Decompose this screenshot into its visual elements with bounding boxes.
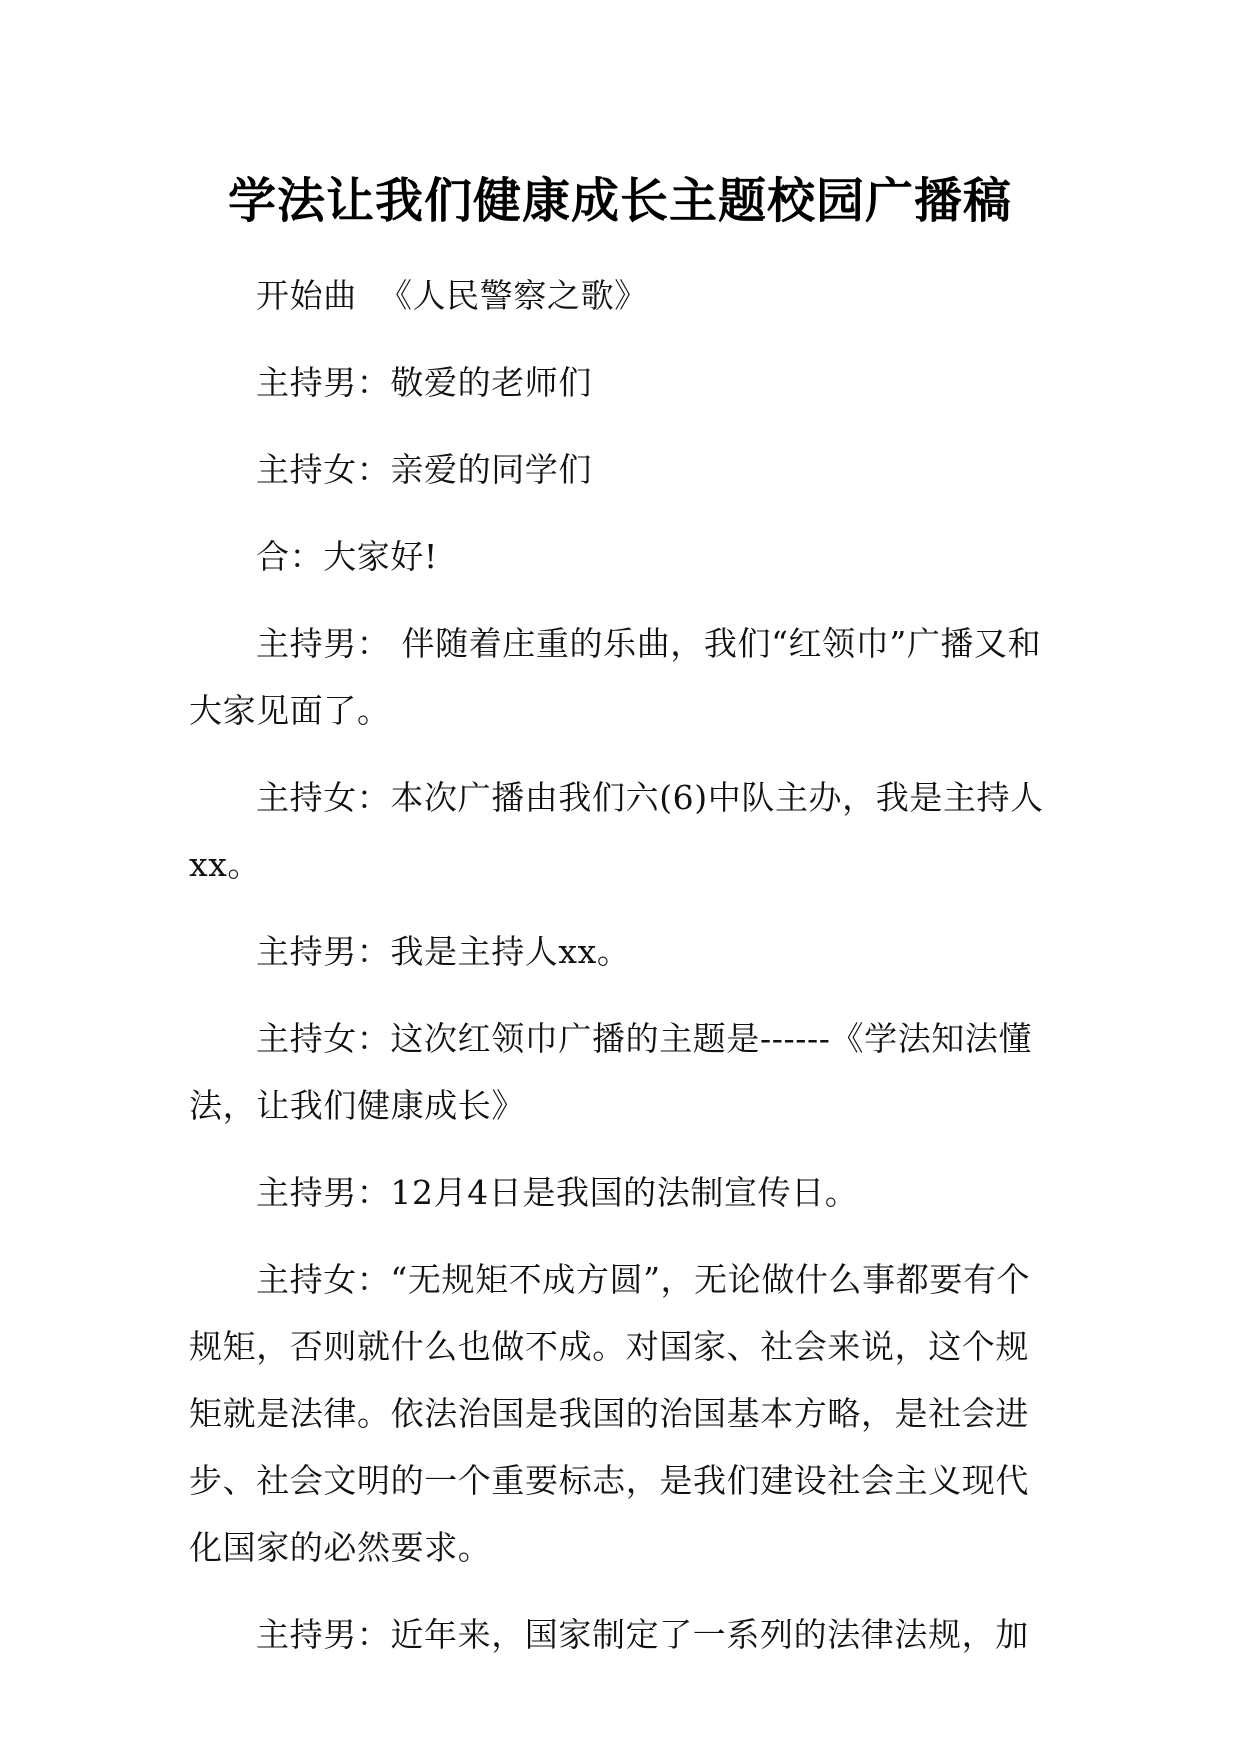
paragraph-greeting-students: 主持女：亲爱的同学们 [256, 450, 592, 489]
paragraph-intro: 主持男： 伴随着庄重的乐曲，我们“红领巾”广播又和大家见面了。 [189, 624, 1042, 730]
document-body [189, 262, 1048, 1688]
paragraph-theme: 主持女：这次红领巾广播的主题是------《学法知法懂法，让我们健康成长》 [189, 1019, 1033, 1125]
paragraph-host-female-intro: 主持女：本次广播由我们六(6)中队主办，我是主持人xx。 [189, 778, 1044, 884]
paragraph-legal-day: 主持男：12月4日是我国的法制宣传日。 [256, 1173, 859, 1212]
paragraph-laws: 主持男：近年来，国家制定了一系列的法律法规，加 [256, 1615, 1029, 1654]
paragraph-opening-song: 开始曲 《人民警察之歌》 [256, 276, 648, 315]
paragraph-host-male-intro: 主持男：我是主持人xx。 [256, 932, 631, 971]
document-title: 学法让我们健康成长主题校园广播稿 [227, 173, 1012, 229]
paragraph-rules: 主持女：“无规矩不成方圆”，无论做什么事都要有个规矩，否则就什么也做不成。对国家、社会来说，这个规矩就是法律。依法治国是我国的治国基本方略，是社会进步、社会文明的一个重要标志，是我们建设社会主义现代化国家的必然要求。 [189, 1260, 1031, 1567]
paragraph-greeting-teachers: 主持男：敬爱的老师们 [256, 363, 592, 402]
paragraph-greeting-all: 合：大家好! [256, 537, 438, 576]
